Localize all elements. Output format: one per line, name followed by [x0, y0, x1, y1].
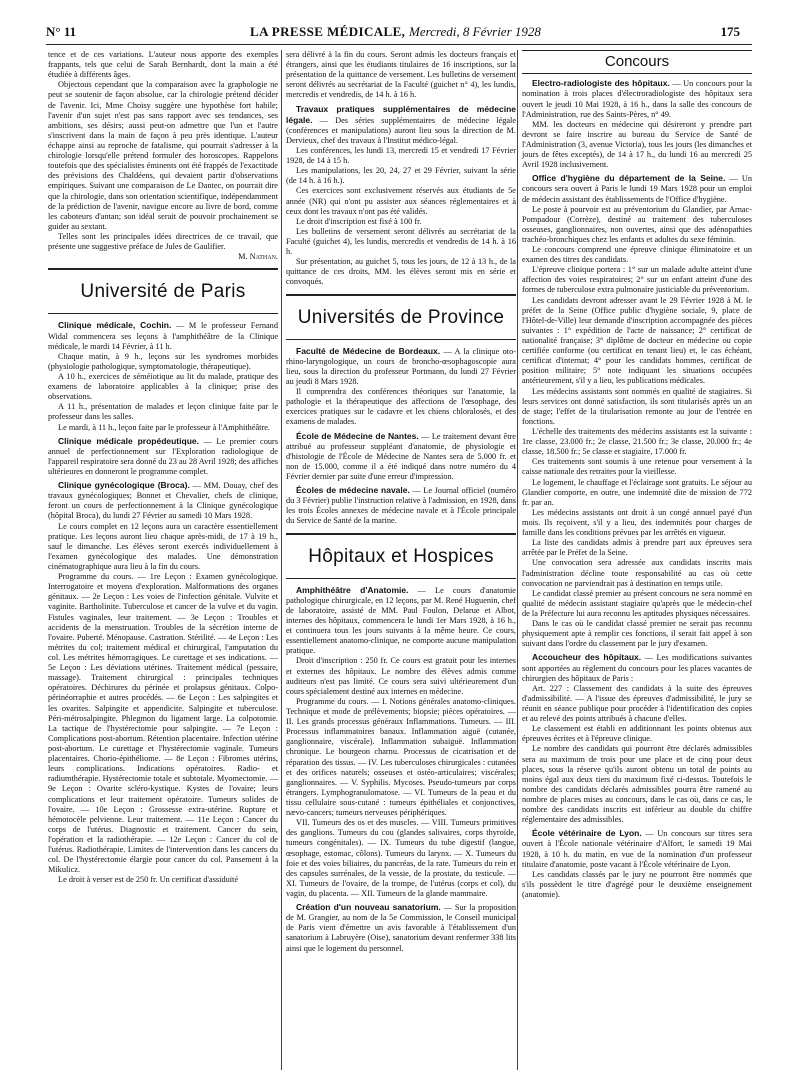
section-header-hopitaux: [286, 533, 516, 579]
item-paragraph: Le nombre des candidats qui pourront être déclarés admissibles sera au maximum de trois pour une place et de cinq pour deux places, sous la réserve qu'ils auront obtenu un total de points au moins égal aux deux tiers du maximum fixé ci-dessus. Toutefois le nombre des candidats déclarés admissibles pourra être ramené au nombre de places mises au concours, dans le cas où, dans ce cas, le nombre des candidats inscrits est inférieur au double du chiffre réglementaire des admissibles.: [522, 744, 752, 825]
article-paragraph: Objectous cependant que la comparaison avec la graphologie ne peut se soutenir de façon absolue, car la chirologie prétend décider de l'avenir. Ici, Mme Choisy suggère une hypothèse fort habile; l'avenir d'un sujet n'est pas sans rapport avec ses tendances, ses ambitions, ses désirs; aussi peut-on admettre que l'un et l'autre s'inscrivent dans la main de façon à peu près identique. L'auteur échappe ainsi au reproche de fatalisme, qui pourrait s'adresser à la chirologie lorsqu'elle prétend formuler des horoscopes. Rappelons toutefois que des spécialistes éminents ont été frappés de l'exactitude des prévisions des Chaldéens, qui devaient partir d'observations empiriques. Suivant une comparaison de Le Dantec, on pourrait dire que la chirologie, dans son orientation scientifique, indépendamment de la prédiction de l'avenir, navigue encore au livre de bord, comme les caboteurs d'antan; son idéal serait de pouvoir prochainement se guider au sextant.: [48, 80, 278, 231]
item-paragraph: Ces exercices sont exclusivement réservés aux étudiants de 5e année (NR) qui n'ont pu assister aux séances réglementaires et à ceux dont les travaux n'ont pas été validés.: [286, 186, 516, 216]
article-paragraph: Telles sont les principales idées directrices de ce travail, que présente une suggestive préface de Jules de Gaulifier.: [48, 231, 278, 252]
item-paragraph: Le classement est établi en additionnant les points obtenus aux épreuves écrites et à l'épreuve clinique.: [522, 724, 752, 744]
issue-date: Mercredi, 8 Février 1928: [409, 24, 541, 39]
item-text: — MM. Douay, chef des travaux gynécologiques; Bonnet et Chevalier, chefs de clinique, feront un cours de perfectionnement à la Clinique gynécologique (hôpital Broca), du lundi 27 Février au samedi 10 Mars 1928.: [48, 481, 279, 521]
item-title: Faculté de Médecine de Bordeaux.: [296, 345, 441, 356]
section-title: Hôpitaux et Hospices: [308, 545, 494, 567]
item-text: — M le professeur Fernand Widal commencera ses leçons à l'amphithéâtre de la Clinique médicale, le mardi 14 Février, à 11 h.: [48, 321, 278, 351]
section-title: Université de Paris: [80, 281, 246, 303]
item-paragraph: Sur présentation, au guichet 5, tous les jours, de 12 à 13 h., de la quittance de ces droits, MM. les élèves seront mis en série et convoqués.: [286, 257, 516, 287]
item-title: Clinique gynécologique (Broca).: [58, 480, 190, 491]
header-rule: [46, 44, 752, 45]
item-paragraph: Les candidats classés par le jury ne pourront être nommés que s'ils possèdent le titre d'agrégé pour le deuxième enseignement (anatomie).: [522, 869, 752, 899]
item-paragraph: L'épreuve clinique portera : 1° sur un malade adulte atteint d'une affection des voies respiratoires; 2° sur un enfant atteint d'une des formes de tuberculose extra pulmonaire justiciable du préventorium.: [522, 265, 752, 295]
item-paragraph: Il comprendra des conférences théoriques sur l'anatomie, la pathologie et la thérapeutique des affections de l'œsophage, des exercices pratiques sur le cadavre et les chiens chloralosés, et des examens de malades.: [286, 387, 516, 427]
item-paragraph: Art. 227 : Classement des candidats à la suite des épreuves d'admissibilité. — A l'issue des épreuves d'admissibilité, le jury se réunit en séance publique pour procéder à l'identification des copies et au relevé des points attribués à chacune d'elles.: [522, 683, 752, 724]
item-text: — Le Journal officiel (numéro du 3 Février) publie l'instruction relative à l'admission, en 1928, dans les trois Écoles annexes de médecine navale et à l'École principale du Service de Santé de la marine.: [286, 486, 516, 526]
item-text: — Des séries supplémentaires de médecine légale (conférences et manipulations) auront lieu sous la direction de M. Dervieux, chef des travaux à l'Institut médico-légal.: [286, 115, 517, 145]
item-paragraph: Chaque matin, à 9 h., leçons sur les syndromes morbides (physiologie pathologique, symptomatologie, thérapeutique).: [48, 351, 278, 371]
item-paragraph: Le droit d'inscription est fixé à 100 fr.: [296, 216, 422, 226]
item-text: — Les modifications suivantes sont apportées au règlement du concours pour les places vacantes de chirurgien des hôpitaux de Paris :: [522, 653, 752, 683]
column-2: [286, 50, 516, 954]
item-paragraph: Le cours complet en 12 leçons aura un caractère essentiellement pratique. Les leçons auront lieu chaque après-midi, de 17 à 19 h., sauf le dimanche. Les élèves seront exercés individuellement à l'examen gynécologique des malades. Une démonstration cinématographique aura lieu à la fin du cours.: [48, 521, 278, 571]
item-paragraph: Programme du cours. — I. Notions générales anatomo-cliniques. Technique et mode de prélèvements; biopsie; pièces opératoires. — II. Les grands processus généraux Inflammations. Tumeurs. — III. Processus inflammatoires banaux. Inflammation aiguë (cutanée, ganglionnaire, viscérale). Inflammation subaiguë. Inflammation chronique. Le bourgeon charnu. Processus de cicatrisation et de réparation des tissus. — IV. Les tuberculoses chirurgicales : cutanées et des orifices naturels; osseuses et ostéo-articulaires; viscérales; ganglionnaires. — V. Syphilis. Mycoses. Pseudo-tumeurs par corps étrangers. Lymphogranulomatose. — VI. Tumeurs de la peau et du tissu cellulaire sous-cutané : tumeurs épithéliales et conjonctives, nævo-cancers; tumeurs nerveuses périphériques.: [286, 696, 516, 818]
item-paragraph: Le poste à pourvoir est au préventorium du Glandier, par Arnac-Pompadour (Corrèze), destiné au traitement des tuberculoses osseuses, ganglionnaires, non ouvertes, ainsi que des adénopathies trachéo-bronchiques chez les enfants et adultes du sexe féminin.: [522, 204, 752, 244]
journal-title: [250, 24, 541, 40]
item-title: Travaux pratiques supplémentaires de médecine légale.: [286, 103, 516, 125]
item-paragraph: A 11 h., présentation de malades et leçon clinique faite par le professeur dans les salles.: [48, 402, 278, 422]
item-title: École vétérinaire de Lyon.: [532, 828, 642, 839]
item-paragraph: Droit d'inscription : 250 fr. Ce cours est gratuit pour les internes et externes des hôpitaux. Le nombre des élèves admis comme auditeurs n'est pas limité. Ce cours sera suivi ultérieurement d'un cours spécialement destiné aux internes en médecine.: [286, 656, 516, 696]
article-paragraph: tence et de ces variations. L'auteur nous apporte des exemples frappants, tels que celui de Sarah Bernhardt, dont la main a été étudiée à différents âges.: [48, 50, 278, 80]
item-title: Amphithéâtre d'Anatomie.: [296, 584, 409, 595]
section-header-province: [286, 294, 516, 340]
item-paragraph: Les conférences, les lundi 13, mercredi 15 et vendredi 17 Février 1928, de 14 à 15 h.: [286, 145, 516, 166]
item-paragraph: Les bulletins de versement seront délivrés au secrétariat de la Faculté (guichet 4), les lundis, mercredis et vendredis de 14 h. à 16 h.: [286, 226, 516, 257]
item-title: Écoles de médecine navale.: [296, 485, 410, 496]
item-paragraph: Le candidat classé premier au présent concours ne sera nommé en qualité de médecin assistant stagiaire qu'après que le médecin-chef de la Préfecture lui aura reconnu les aptitudes physiques nécessaires.: [522, 588, 752, 618]
section-header-paris: [48, 268, 278, 314]
item-title: Office d'hygiène du département de la Seine.: [532, 173, 726, 184]
article-paragraph: sera délivré à la fin du cours. Seront admis les docteurs français et étrangers, ainsi que les étudiants titulaires de 16 inscriptions, sur la présentation de la quittance de versement. Les bulletins de versement seront délivrés au secrétariat de la Faculté (guichet n° 4), les lundis, mercredis et vendredis, de 14 h. à 16 h.: [286, 50, 516, 100]
item-paragraph: VII. Tumeurs des os et des muscles. — VIII. Tumeurs primitives des ganglions. Tumeurs du cou (glandes salivaires, corps thyroïde, tumeurs congénitales). — IX. Tumeurs du tube digestif (langue, œsophage, estomac, côlons). Tumeurs du larynx. — X. Tumeurs du foie et des voies biliaires, du pancréas, de la rate. Tumeurs du rein et des capsules surrénales, de la vessie, de la prostate, du testicule. — XI. Tumeurs de l'ovaire, de la trompe, de l'utérus (corps et col), du vagin, du placenta. — XII. Tumeurs de la glande mammaire.: [286, 818, 516, 898]
item-text: — Un concours sera ouvert à Paris le lundi 19 Mars 1928 pour un emploi de médecin assistant des établissements de l'Office d'hygiène.: [522, 174, 752, 204]
item-title: Création d'un nouveau sanatorium.: [296, 902, 441, 913]
item-title: Clinique médicale propédeutique.: [58, 435, 199, 446]
item-text: — Un concours pour la nomination à trois places d'électroradiologiste des hôpitaux sera ouvert le jeudi 10 Mai 1928, à 16 h., dans la salle des concours de l'Administration, rue des Saints-Pères, n° 49.: [522, 79, 752, 119]
column-1: [48, 50, 278, 885]
item-paragraph: Les candidats devront adresser avant le 29 Février 1928 à M. le préfet de la Seine (Office public d'hygiène sociale, 9, place de l'Hôtel-de-Ville) leur demande d'inscription accompagnée des pièces suivantes : 1° expédition de l'acte de naissance; 2° certificat de nationalité française; 3° diplôme de docteur en médecine ou copie certifiée conforme (ou certificat en tenant lieu) et, le cas échéant, certificat d'internat; 4° pour les candidats hommes, certificat de position militaire; 5° note indiquant les situations occupées antérieurement, s'il y a lieu, les publications médicales.: [522, 295, 752, 386]
item-title: Electro-radiologiste des hôpitaux.: [532, 78, 670, 89]
item-paragraph: Les manipulations, les 20, 24, 27 et 29 Février, suivant la série (de 14 h. à 16 h.).: [286, 166, 516, 186]
issue-number: N° 11: [46, 24, 77, 39]
section-title: Universités de Province: [297, 306, 505, 328]
item-title: Clinique médicale, Cochin.: [58, 320, 172, 331]
item-paragraph: Une convocation sera adressée aux candidats inscrits mais l'administration décline toute responsabilité au cas où cette convocation ne parviendrait pas à destination en temps utile.: [522, 558, 752, 588]
item-paragraph: A 10 h., exercices de séméiotique au lit du malade, pratique des examens de laboratoire applicables à la clinique; prise des observations.: [48, 372, 278, 402]
author-signature: M. Nathan.: [238, 252, 278, 262]
item-paragraph: Le droit à verser est de 250 fr. Un certificat d'assiduité: [58, 875, 239, 885]
item-paragraph: L'échelle des traitements des médecins assistants est la suivante : 1re classe, 23.000 fr.; 2e classe, 21.500 fr.; 3e classe, 20.000 fr.; 4e classe, 18.500 fr.; 5e classe et stagiaire, 17.000 fr.: [522, 427, 752, 457]
item-paragraph: Le concours comprend une épreuve clinique éliminatoire et un examen des titres des candidats.: [522, 245, 752, 265]
item-paragraph: Les médecins assistants ont droit à un congé annuel payé d'un mois. Ils reçoivent, s'il y a lieu, des indemnités pour charges de famille dans les conditions prévues par les arrêtés en vigueur.: [522, 507, 752, 538]
item-paragraph: Le logement, le chauffage et l'éclairage sont gratuits. Le séjour au Glandier comporte, en outre, une indemnité dite de mission de 772 fr. par an.: [522, 477, 752, 507]
page-number: 175: [720, 24, 740, 39]
section-title: Concours: [522, 50, 752, 74]
item-paragraph: Programme du cours. — 1re Leçon : Examen gynécologique. Interrogatoire et moyens d'exploration. Malformations des organes génitaux. — 2e Leçon : Les voies de l'infection génitale. Vulvite et vaginite. Bartholinite. Tuberculose et cancer de la vulve et du vagin. Fistules vaginales, leur traitement. — 3e Leçon : Troubles et accidents de la menstruation. Troubles de la sécrétion interne de l'ovaire. Puberté. Ménopause. Castration. Stérilité. — 4e Leçon : Les métrites du col; traitement médical et chirurgical, l'amputation du col. Les métrites hémorragiques. Le curettage et ses indications. — 5e Leçon : Les déviations utérines. Traitement médical (pessaire, massage). Traitement chirurgical : principales techniques opératoires. Déchirures du périnée et prolapsus génitaux. Colpo-périnéorraphie et autres procédés. — 6e Leçon : Les salpingites et les ovarites. Salpingite et appendicite. Salpingite et tuberculose. Péri-métrosalpingite. Phlegmon du ligament large. La colpotomie. La tactique de l'hystérectomie pour salpingite. — 7e Leçon : Complications post-abortum. Rétention placentaire. Infection utérine post-abortum. Le curettage et l'hystérectomie vaginale. Tumeurs placentaires. Chorio-épithéliome. — 8e Leçon : Fibromes utérins, leurs complications. Indications opératoires. Radio- et radiumthérapie. Hystérectomie totale et subtotale. Myomectomie. — 9e Leçon : Ovarite scléro-kystique. Kystes de l'ovaire; leurs complications et leur traitement opératoire. Tumeurs solides de l'ovaire. — 10e Leçon : Grossesse extra-utérine. Rupture et hémotocèle pelvienne. Leur traitement. — 11e Leçon : Cancer du corps de l'utérus. Diagnostic et traitement. Cancer du sein, l'opération et la radiothérapie. — 12e Leçon : Cancer du col de l'utérus. Radiothérapie. Limites de l'intervention dans les cancers du col. De l'hystérectomie élargie pour cancer du col. Pansement à la Mikulicz.: [48, 572, 278, 875]
item-text: — Un concours sur titres sera ouvert à l'École nationale vétérinaire d'Alfort, le samedi 19 Mai 1928, à 10 h. du matin, en vue de la nomination d'un professeur titulaire d'anatomie, poste vacant à l'École vétérinaire de Lyon.: [522, 829, 753, 869]
item-text: — Le cours d'anatomie pathologique chirurgicale, en 12 leçons, par M. René Huguenin, chef de laboratoire, assisté de MM. Paul Foulon, Delarue et Albot, internes des hôpitaux, commencera le lundi 1er Mars 1928, à 16 h., et continuera tous les jours suivants à la même heure. Ce cours, essentiellement anatomo-clinique, ne comporte aucune manipulation pratique.: [286, 585, 516, 656]
item-text: — Sur la proposition de M. Grangier, au nom de la 5e Commission, le Conseil municipal de Paris vient d'émettre un avis favorable à l'établissement d'un sanatorium à Labruyère (Oise), sanatorium devant renfermer 338 lits ainsi que le logement du personnel.: [286, 903, 516, 953]
item-text: — A la clinique oto-rhino-laryngologique, un cours de broncho-œsophagoscopie aura lieu, sous la direction du professeur Portmann, du lundi 27 Février au jeudi 8 Mars 1928.: [286, 346, 516, 387]
item-title: Accoucheur des hôpitaux.: [532, 652, 642, 663]
column-3: [522, 50, 752, 900]
page-header: [0, 0, 800, 44]
item-text: — Le premier cours annuel de perfectionnement sur l'Exploration radiologique de l'appareil respiratoire sera donné du 23 au 28 Avril 1928; des affiches ultérieures en donneront le programme complet.: [48, 436, 278, 476]
item-paragraph: Les médecins assistants sont nommés en qualité de stagiaires. Si leurs services ont donné satisfaction, ils sont titularisés après un an de stage; l'effet de la titularisation remonte au jour de l'entrée en fonctions.: [522, 386, 752, 426]
item-paragraph: MM. les docteurs en médecine qui désireront y prendre part devront se faire inscrire au bureau du Service de Santé de l'Administration (3, avenue Victoria), tous les jours (les dimanches et jours de fêtes exceptés), de 14 à 17 h., du lundi 16 au mercredi 25 Avril 1928 inclusivement.: [522, 119, 752, 170]
journal-name: LA PRESSE MÉDICALE,: [250, 24, 406, 39]
item-paragraph: Dans le cas où le candidat classé premier ne serait pas reconnu physiquement apte à remplir ces fonctions, il serait fait appel à son suivant dans l'ordre du classement par le jury d'examen.: [522, 619, 752, 649]
item-title: École de Médecine de Nantes.: [296, 430, 419, 441]
item-paragraph: La liste des candidats admis à prendre part aux épreuves sera arrêtée par le Préfet de la Seine.: [522, 538, 752, 558]
item-paragraph: Le mardi, à 11 h., leçon faite par le professeur à l'Amphithéâtre.: [58, 422, 270, 432]
column-divider-1: [281, 50, 282, 1070]
item-paragraph: Ces traitements sont soumis à une retenue pour versement à la caisse nationale des retraites pour la vieillesse.: [522, 457, 752, 477]
item-text: — Le traitement devant être attribué au professeur suppléant d'anatomie, de physiologie et d'histologie de l'École de Médecine de Nantes sera de 5.000 fr. et non de 15.000, comme il a été indiqué dans notre numéro du 4 Février dernier par suite d'une erreur d'impression.: [286, 431, 516, 481]
column-divider-2: [517, 50, 518, 1070]
section-header-concours: [522, 50, 752, 74]
